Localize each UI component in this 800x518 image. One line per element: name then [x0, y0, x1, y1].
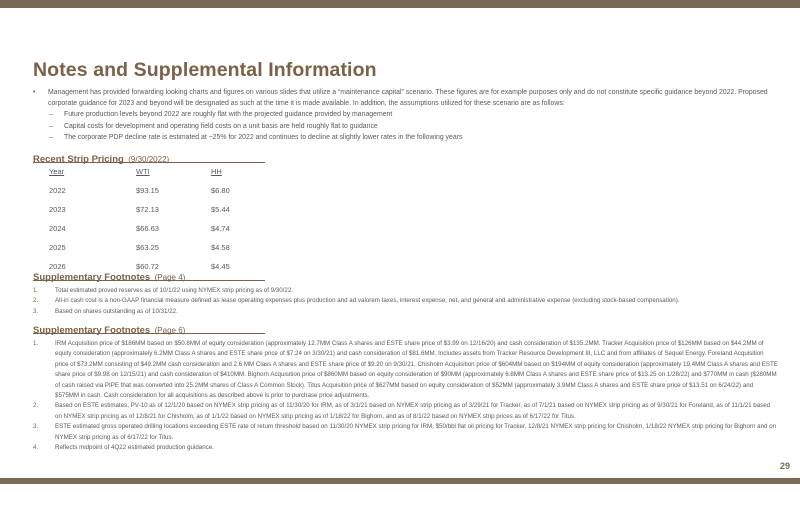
year-cell: 2024 — [49, 224, 66, 233]
footnote-text: Reflects midpoint of 4Q22 estimated production guidance. — [55, 444, 214, 452]
page-number: 29 — [779, 461, 790, 471]
footnotes-page4-subtitle: (Page 4) — [154, 273, 186, 282]
footnotes-page6-subtitle: (Page 6) — [154, 326, 186, 335]
footnote-number: 1. — [33, 340, 39, 347]
footnotes-page6-heading — [33, 320, 265, 334]
footnote-number: 1. — [33, 287, 39, 294]
wti-cell: $72.13 — [136, 205, 159, 214]
footnote-text: IRM Acquisition price of $186MM based on $50.8MM of equity consideration (approximately 12.7MM Class A shares and ESTE share price of $3.99 on 12/16/20) and cash consideration of $135.2MM. Tracker Acquisition price of $126MM based on $44.2MM of equity consideration (approximately 6.2MM Class A shares and ESTE share price of $7.24 on 3/30/21) and cash consideration of $81.6MM. Includes assets from Tracker Resource Development III, LLC and from affiliates of Sequel Energy. Foreland Acquisition price of $73.2MM consisting of $49.2MM cash consideration and 2.6 MM Class A shares and ESTE share price of $9.20 on 9/30/21. Chisholm Acquisition price of $604MM based on $194MM of equity consideration (approximately 19.4MM Class A shares and ESTE share price of $9.98 on 12/15/21) and cash consideration of $410MM. Bighorn Acquisition price of $860MM based on equity consideration of $90MM (approximately 6.8MM Class A shares and ESTE share price of $13.25 on 1/28/22) and $770MM in cash ($280MM of cash raised via PIPE that was converted into 25.2MM shares of Class A Common Stock). Titus Acquisition price of $627MM based on equity consideration of $52MM (approximately 3.9MM Class A shares and ESTE share price of $13.51 on 6/24/22) and $575MM in cash. Cash consideration for all acquisitions as described above is prior to purchase price adjustments. — [55, 340, 778, 400]
table-row — [40, 243, 240, 262]
intro-bullet — [33, 87, 773, 109]
strip-pricing-title: Recent Strip Pricing — [33, 154, 124, 165]
page-title: Notes and Supplemental Information — [33, 59, 377, 81]
year-cell: 2022 — [49, 186, 66, 195]
hh-cell: $4.58 — [211, 243, 230, 252]
strip-pricing-table — [40, 167, 240, 281]
footnote-number: 3. — [33, 307, 39, 315]
bullet-dot-icon: • — [33, 89, 36, 96]
wti-cell: $60.72 — [136, 262, 159, 271]
footnotes-page4-list — [33, 286, 778, 317]
strip-pricing-heading — [33, 149, 265, 163]
bottom-accent-bar — [0, 478, 800, 484]
footnote-item — [33, 401, 778, 422]
footnote-item — [33, 286, 778, 296]
footnotes-page4-title: Supplementary Footnotes — [33, 272, 151, 283]
assumption-text: Future production levels beyond 2022 are roughly flat with the projected guidance provided by management — [64, 111, 393, 119]
footnotes-page4-heading — [33, 267, 265, 281]
footnotes-page6-title: Supplementary Footnotes — [33, 325, 151, 336]
intro-bullet-text: Management has provided forwarding looking charts and figures on various slides that utilize a “maintenance capital” scenario. These figures are for example purposes only and do not constitute specific guidance beyond 2022. Proposed corporate guidance for 2023 and beyond will be designated as such at the time it is made available. In addition, the assumptions utilized for these scenario are as follows: — [48, 89, 768, 108]
assumption-item — [33, 121, 773, 132]
footnote-item — [33, 443, 778, 453]
wti-cell: $66.63 — [136, 224, 159, 233]
hh-cell: $5.44 — [211, 205, 230, 214]
assumption-item — [33, 109, 773, 120]
year-cell: 2023 — [49, 205, 66, 214]
footnote-number: 3. — [33, 423, 39, 431]
footnote-item — [33, 296, 778, 306]
wti-cell: $63.25 — [136, 243, 159, 252]
strip-pricing-date: (9/30/2022) — [128, 155, 170, 164]
assumption-text: The corporate PDP decline rate is estimated at ~25% for 2022 and continues to decline at slightly lower rates in the following years — [64, 133, 463, 141]
assumption-item — [33, 132, 773, 143]
footnote-number: 2. — [33, 297, 39, 305]
header-year: Year — [49, 167, 65, 176]
assumption-text: Capital costs for development and operating field costs on a unit basis are held roughly flat to guidance — [64, 122, 378, 130]
hh-cell: $4.45 — [211, 262, 230, 271]
hh-cell: $6.80 — [211, 186, 230, 195]
footnotes-page6-list — [33, 339, 778, 453]
hh-cell: $4.74 — [211, 224, 230, 233]
table-header-row — [40, 167, 240, 186]
intro-section — [33, 87, 773, 143]
wti-cell: $93.15 — [136, 186, 159, 195]
table-row — [40, 205, 240, 224]
dash-icon: – — [49, 111, 53, 119]
footnote-item — [33, 422, 778, 443]
footnote-number: 4. — [33, 444, 39, 452]
table-row — [40, 186, 240, 205]
footnote-item — [33, 307, 778, 317]
dash-icon: – — [49, 122, 53, 130]
footnote-item — [33, 339, 778, 401]
table-row — [40, 224, 240, 243]
footnote-number: 2. — [33, 402, 39, 410]
footnote-text: Based on shares outstanding as of 10/31/22. — [55, 307, 178, 315]
footnote-text: Total estimated proved reserves as of 10/1/22 using NYMEX strip pricing as of 9/30/22. — [55, 287, 293, 294]
header-wti: WTI — [136, 167, 150, 176]
footnote-text: ESTE estimated gross operated drilling locations exceeding ESTE rate of return threshold based on 11/30/20 NYMEX strip pricing for IRM, $50/bbl flat oil pricing for Tracker, 12/8/21 NYMEX strip pricing for Chisholm, 1/18/22 NYMEX strip pricing for Bighorn and on NYMEX strip pricing as of 6/17/22 for Titus. — [55, 423, 777, 441]
footnote-text: Based on ESTE estimates; PV-10 as of 12/1/20 based on NYMEX strip pricing as of 11/30/20 for IRM, as of 3/1/21 based on NYMEX strip pricing as of 3/29/21 for Tracker, as of 7/1/21 based on NYMEX strip pricing as of 9/30/21 for Foreland, as of 11/1/21 based on NYMEX strip pricing as of 12/8/21 for Chisholm, as of 1/1/22 based on NYMEX strip pricing as of 1/18/22 for Bighorn, and as of 8/1/22 based on NYMEX strip prices as of 6/17/22 for Titus. — [55, 402, 771, 420]
footnote-text: All-in cash cost is a non-GAAP financial measure defined as lease operating expenses plus production and ad valorem taxes, interest expense, net, and general and administrative expense (excluding stock-based compensation). — [55, 297, 680, 305]
year-cell: 2026 — [49, 262, 66, 271]
year-cell: 2025 — [49, 243, 66, 252]
top-accent-bar — [0, 0, 800, 8]
dash-icon: – — [49, 133, 53, 141]
header-hh: HH — [211, 167, 222, 176]
